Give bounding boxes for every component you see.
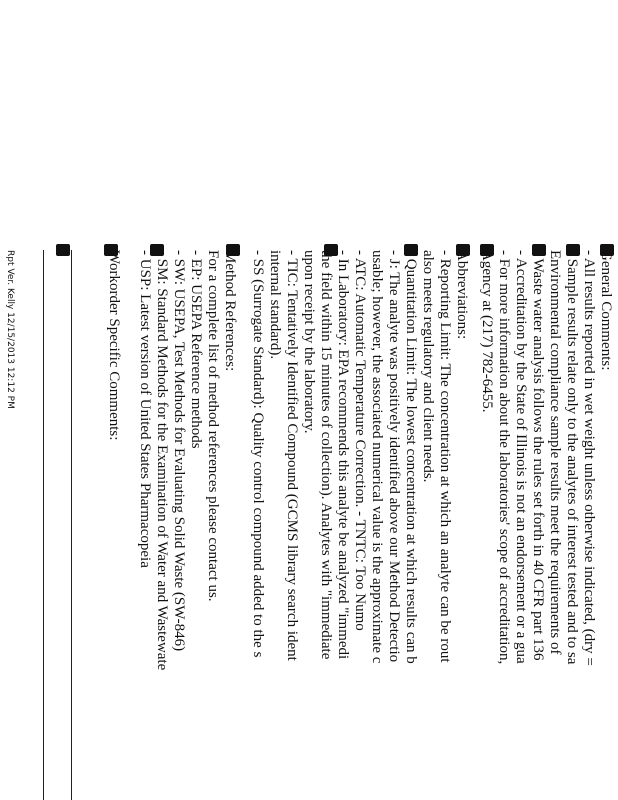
general-line: - For more information about the laboratories' scope of accreditation,: [496, 250, 512, 665]
general-line: Agency at (217) 782-6455.: [479, 250, 495, 413]
abbreviation-line: - ATC: Automatic Temperature Correction. - TNTC: Too Numo: [352, 250, 368, 631]
abbreviation-line: - J: The analyte was positively identified above our Method Detectio: [386, 250, 402, 663]
abbreviation-line: - TIC: Tentatively Identified Compound (GCMS library search ident: [284, 250, 300, 661]
bullet-mark: [56, 244, 70, 256]
method-line: - SM: Standard Methods for the Examination of Water and Wastewate: [154, 250, 170, 671]
abbreviation-line: also meets regulatory and client needs.: [420, 250, 436, 483]
rotated-report-page: [0, 250, 618, 800]
method-line: For a complete list of method references please contact us.: [205, 250, 221, 602]
general-line: - Accreditation by the State of Illinois is not an endorsement or a gua: [513, 250, 529, 664]
comment-rule: [71, 250, 72, 800]
abbreviation-line: - SS (Surrogate Standard): Quality control compound added to the s: [250, 250, 266, 658]
abbreviation-line: - Reporting Limit: The concentration at which an analyte can be rout: [437, 250, 453, 663]
workorder-comments-heading: Workorder Specific Comments:: [106, 250, 122, 441]
method-line: - USP: Latest version of United States Pharmacopeia: [137, 250, 153, 568]
general-line: - Waste water analysis follows the rules set forth in 40 CFR part 136: [530, 250, 546, 661]
method-line: - SW: USEPA, Test Methods for Evaluating Solid Waste (SW-846): [171, 250, 187, 652]
abbreviation-line: upon receipt by the laboratory.: [301, 250, 317, 434]
general-line: Environmental compliance sample results meet the requirements of: [547, 250, 563, 655]
abbreviation-line: internal standard).: [267, 250, 283, 360]
abbreviation-line: - In Laboratory: EPA recommends this analyte be analyzed "immedi: [335, 250, 351, 660]
general-heading: General Comments:: [598, 250, 614, 371]
abbreviations-heading: Abbreviations:: [454, 250, 470, 340]
general-line: - All results reported in wet weight unless otherwise indicated, (dry =: [581, 250, 597, 666]
report-version-footer: Rpt Ver. Kelly 12/15/2013 12:12 PM: [5, 250, 15, 409]
method-references-heading: Method References:: [222, 250, 238, 372]
method-line: - EP: USEPA Reference methods: [188, 250, 204, 449]
comment-rule: [43, 250, 44, 800]
general-line: - Sample results relate only to the analytes of interest tested and to sa: [564, 250, 580, 665]
abbreviation-line: - Quantitation Limit: The lowest concentration at which results can b: [403, 250, 419, 664]
abbreviation-line: usable; however, the associated numerical value is the approximate c: [369, 250, 385, 664]
abbreviation-line: the field within 15 minutes of collection). Analytes with "immediate: [318, 250, 334, 660]
